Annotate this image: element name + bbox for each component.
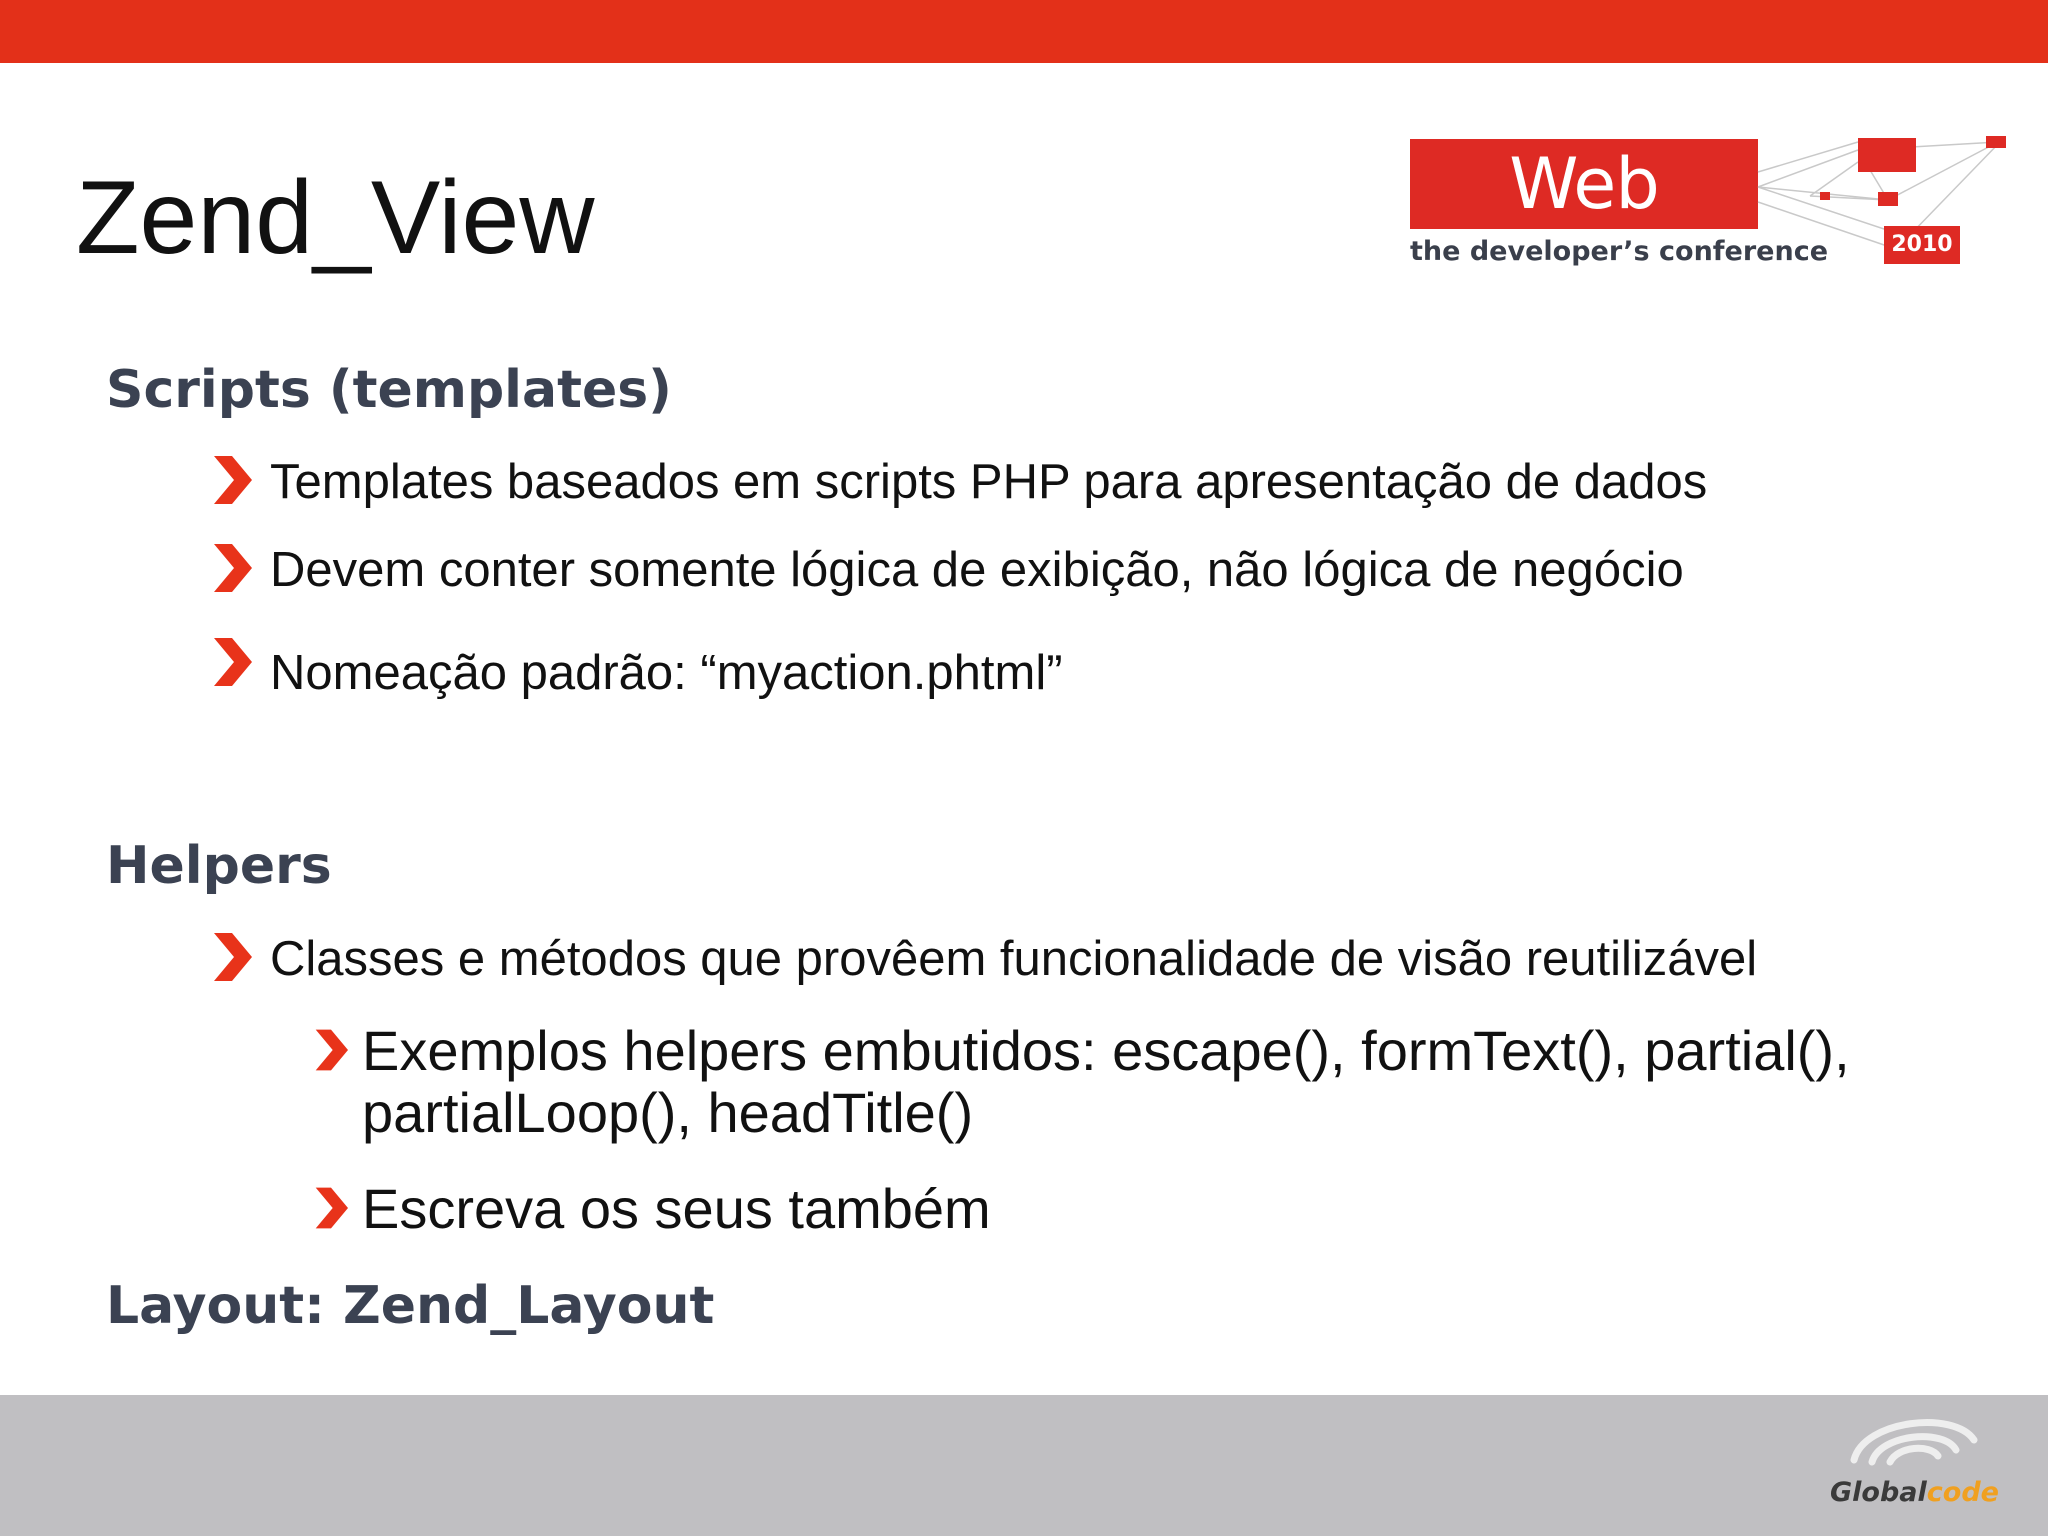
conference-logo	[1410, 132, 2010, 277]
logo-tagline: the developer’s conference	[1410, 236, 1829, 267]
chevron-right-icon	[212, 456, 252, 504]
section-heading-scripts: Scripts (templates)	[106, 360, 672, 420]
logo-word: Web	[1410, 139, 1758, 229]
globalcode-logo	[1830, 1410, 2010, 1520]
globalcode-wordmark	[1830, 1476, 1999, 1510]
chevron-right-icon	[314, 1029, 348, 1071]
chevron-right-icon	[212, 544, 252, 592]
bullet-templates: Templates baseados em scripts PHP para apresentação de dados	[270, 455, 1708, 509]
sub-bullet-write-your-own: Escreva os seus também	[362, 1177, 991, 1240]
bullet-naming: Nomeação padrão: “myaction.phtml”	[270, 646, 1063, 700]
section-heading-helpers: Helpers	[106, 836, 332, 896]
top-accent-bar	[0, 0, 2048, 63]
slide-title: Zend_View	[76, 160, 595, 276]
brand-part1: Global	[1830, 1477, 1927, 1508]
network-graphic-icon	[1750, 132, 2010, 252]
sub-bullet-examples-line2: partialLoop(), headTitle()	[362, 1081, 974, 1144]
section-heading-layout: Layout: Zend_Layout	[106, 1276, 715, 1336]
footer-bar	[0, 1395, 2048, 1536]
chevron-right-icon	[212, 933, 252, 981]
swirl-icon	[1844, 1410, 1984, 1476]
brand-part2: code	[1926, 1477, 1999, 1508]
chevron-right-icon	[314, 1187, 348, 1229]
bullet-logic: Devem conter somente lógica de exibição, não lógica de negócio	[270, 543, 1684, 597]
logo-year: 2010	[1884, 226, 1960, 264]
bullet-classes: Classes e métodos que provêem funcionalidade de visão reutilizável	[270, 932, 1758, 986]
chevron-right-icon	[212, 638, 252, 686]
sub-bullet-examples-line1: Exemplos helpers embutidos: escape(), formText(), partial(),	[362, 1019, 1850, 1082]
